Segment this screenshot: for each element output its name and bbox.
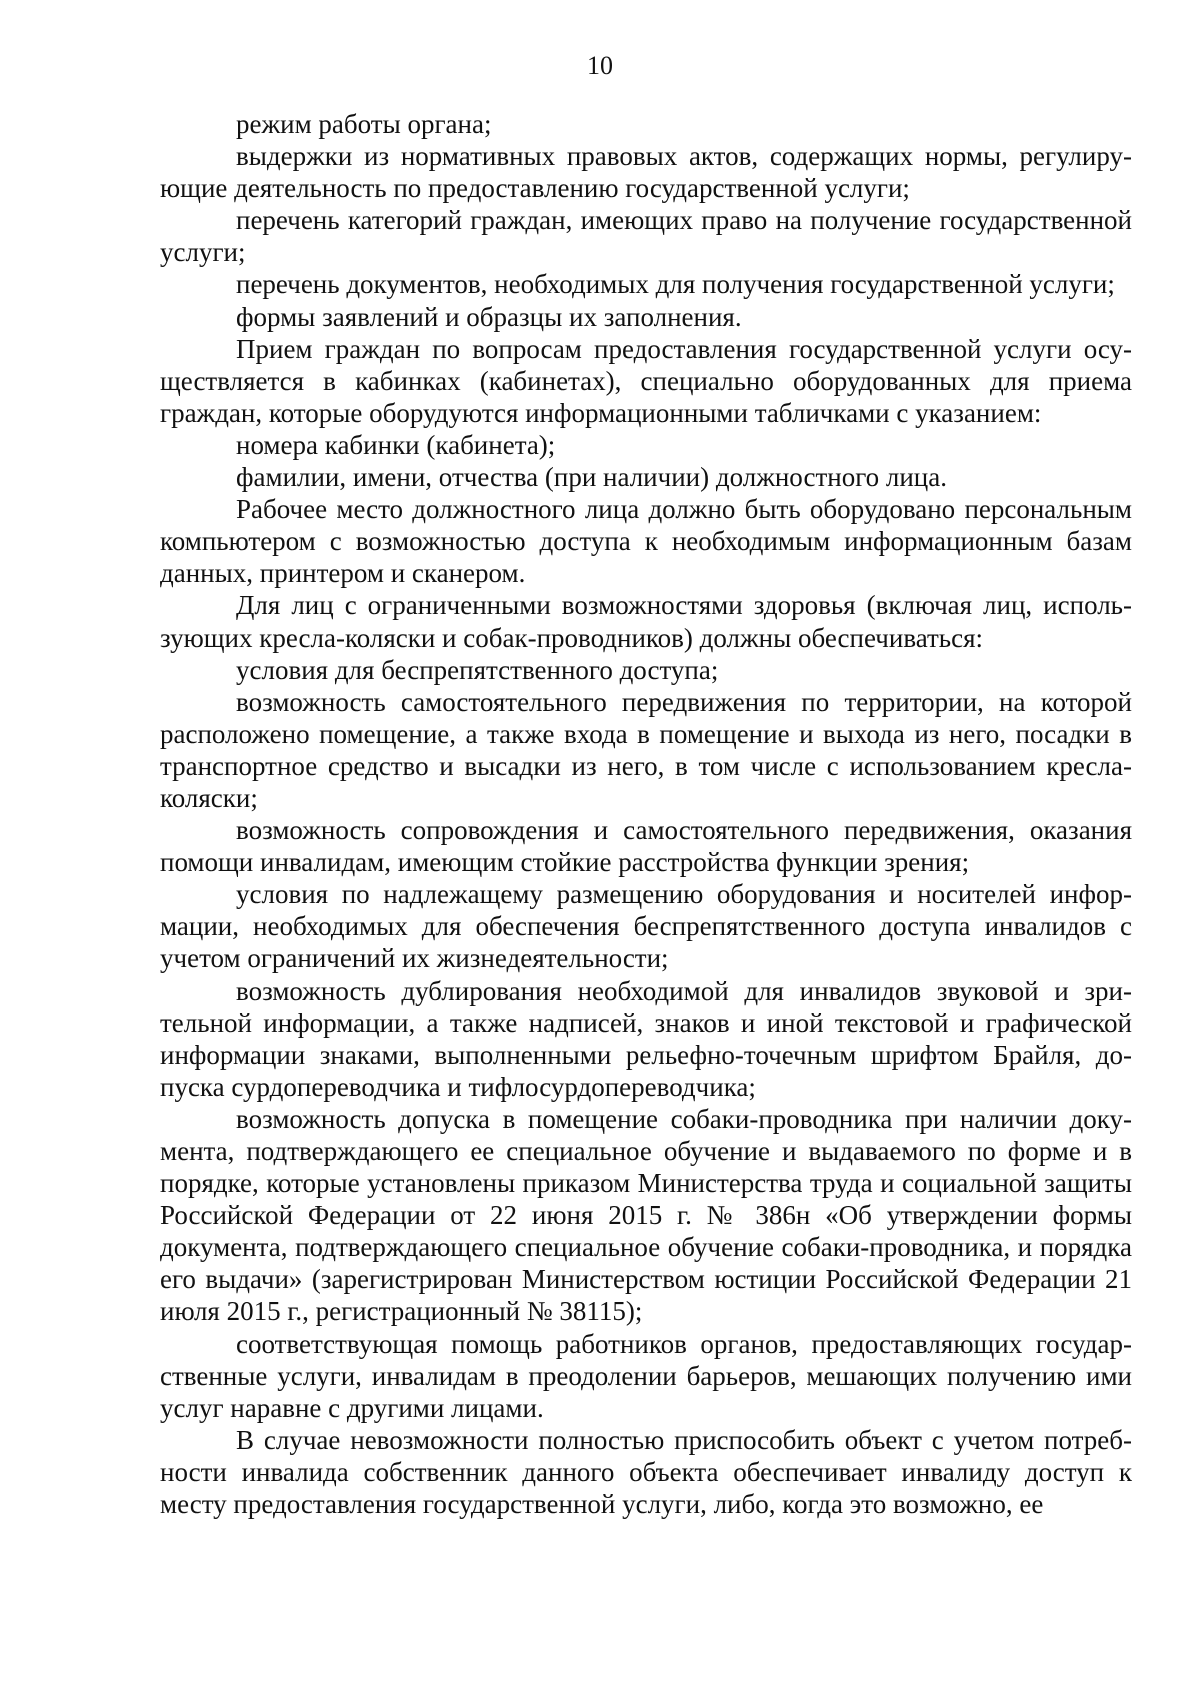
paragraph-staff-assistance: соответствующая помощь работников органов, предоставляющих государственные услуги, инвалидам в преодолении барьеров, мешающих получению ими услуг наравне с другими лицами. <box>160 1328 1132 1423</box>
paragraph-workplace-equipment: Рабочее место должностного лица должно быть оборудовано персональным компьютером с возможностью доступа к необходимым информационным базам данных, принтером и сканером. <box>160 494 1132 589</box>
paragraph-escort-assistance: возможность сопровождения и самостоятельного передвижения, оказания помощи инвалидам, имеющим стойкие расстройства функции зрения; <box>160 815 1132 878</box>
paragraph-guide-dog-admission: возможность допуска в помещение собаки-проводника при наличии документа, подтверждающего ее специальное обучение и выдаваемого по форме и в порядке, которые установлены приказом Министерства труда и социальной защиты Российской Федерации от 22 июня 2015 г. № 386н «Об утверждении формы документа, подтверждающего специальное обучение собаки-проводника, и порядка его выдачи» (зарегистрирован Министерством юстиции Российской Федерации 21 июля 2015 г., регистрационный № 38115); <box>160 1103 1132 1327</box>
paragraph-documents-list: перечень документов, необходимых для получения государственной услуги; <box>236 269 1115 300</box>
paragraph-unobstructed-access: условия для беспрепятственного доступа; <box>236 654 719 685</box>
paragraph-official-name: фамилии, имени, отчества (при наличии) должностного лица. <box>236 462 947 493</box>
document-body <box>160 108 1132 1520</box>
paragraph-citizen-categories: перечень категорий граждан, имеющих право на получение государственной услуги; <box>160 205 1132 268</box>
paragraph-independent-movement: возможность самостоятельного передвижения по территории, на которой расположено помещение, а также входа в помещение и выхода из него, посадки в транспортное средство и высадки из него, в том числе с использованием кресла-коляски; <box>160 686 1132 813</box>
paragraph-work-schedule: режим работы органа; <box>236 109 492 139</box>
paragraph-citizen-reception: Прием граждан по вопросам предоставления государственной услуги осуществляется в кабинках (кабинетах), специально оборудованных для приема граждан, которые оборудуются информационными табличками с указанием: <box>160 333 1132 428</box>
paragraph-equipment-placement: условия по надлежащему размещению оборудования и носителей информации, необходимых для обеспечения беспрепятственного доступа инвалидов с учетом ограничений их жизнедеятельности; <box>160 879 1132 974</box>
paragraph-information-duplication: возможность дублирования необходимой для инвалидов звуковой и зрительной информации, а также надписей, знаков и иной текстовой и графической информации знаками, выполненными рельефно-точечным шрифтом Брайля, допуска сурдопереводчика и тифлосурдопереводчика; <box>160 975 1132 1102</box>
paragraph-booth-number: номера кабинки (кабинета); <box>236 429 556 460</box>
paragraph-application-forms: формы заявлений и образцы их заполнения. <box>236 301 742 332</box>
paragraph-disability-provisions: Для лиц с ограниченными возможностями здоровья (включая лиц, использующих кресла-коляски и собак-проводников) должны обеспечиваться: <box>160 590 1132 653</box>
page-number: 10 <box>587 51 613 80</box>
paragraph-object-adaptation: В случае невозможности полностью приспособить объект с учетом потребности инвалида собственник данного объекта обеспечивает инвалиду доступ к месту предоставления государственной услуги, либо, когда это возможно, ее <box>160 1424 1132 1520</box>
paragraph-legal-excerpts: выдержки из нормативных правовых актов, содержащих нормы, регулирующие деятельность по предоставлению государственной услуги; <box>160 141 1132 204</box>
